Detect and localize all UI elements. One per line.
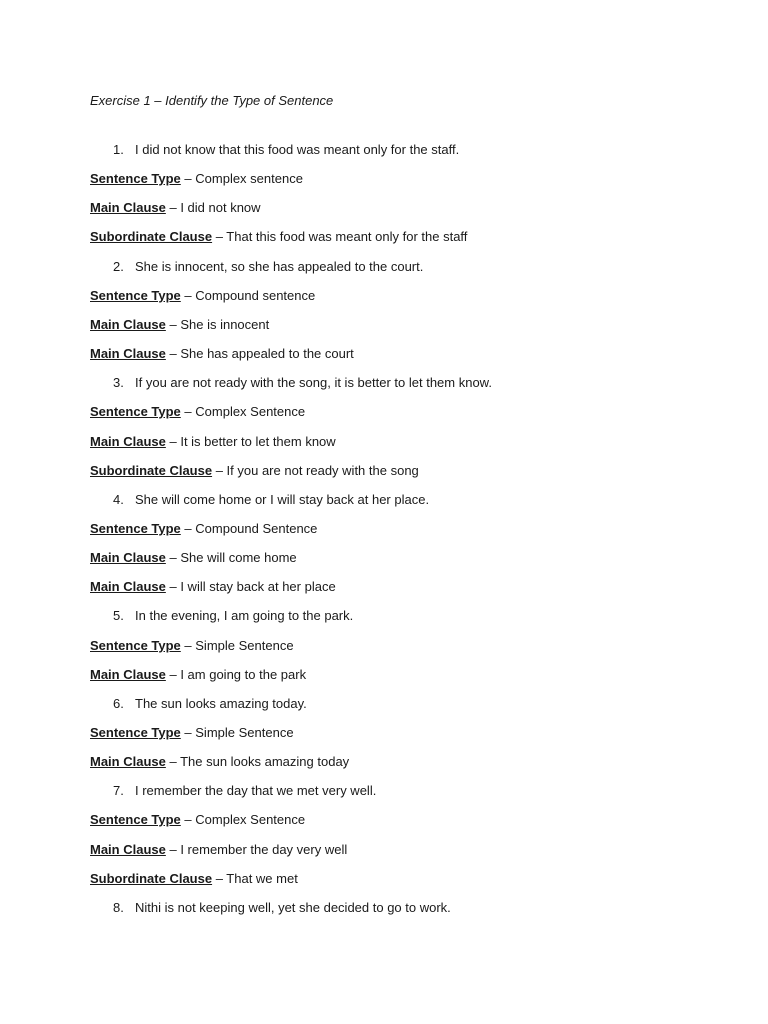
- answer-value: That this food was meant only for the staff: [226, 229, 468, 244]
- answer-separator: –: [180, 404, 196, 419]
- answer-label: Main Clause: [90, 579, 166, 594]
- answer-value: I remember the day very well: [180, 842, 348, 857]
- answer-separator: –: [165, 579, 181, 594]
- question-sentence: I remember the day that we met very well.: [135, 783, 377, 798]
- answer-label: Subordinate Clause: [90, 229, 213, 244]
- question-sentence: She will come home or I will stay back at her place.: [135, 492, 430, 507]
- answer-line: [90, 288, 315, 304]
- question-sentence: Nithi is not keeping well, yet she decided to go to work.: [135, 900, 451, 915]
- answer-separator: –: [165, 317, 181, 332]
- question-sentence: The sun looks amazing today.: [135, 696, 307, 711]
- answer-value: I will stay back at her place: [180, 579, 336, 594]
- answer-separator: –: [180, 521, 196, 536]
- answer-line: [90, 812, 305, 828]
- exercise-title: Exercise 1 – Identify the Type of Sentence: [90, 93, 334, 108]
- answer-value: The sun looks amazing today: [180, 754, 350, 769]
- answer-label: Sentence Type: [90, 404, 181, 419]
- question-sentence: She is innocent, so she has appealed to the court.: [135, 259, 424, 274]
- question-item: [113, 142, 459, 158]
- answer-label: Main Clause: [90, 346, 166, 361]
- answer-line: [90, 842, 347, 858]
- answer-value: Compound sentence: [195, 288, 316, 303]
- answer-line: [90, 404, 305, 420]
- answer-separator: –: [165, 842, 181, 857]
- answer-value: If you are not ready with the song: [226, 463, 419, 478]
- answer-separator: –: [165, 667, 181, 682]
- answer-label: Sentence Type: [90, 288, 181, 303]
- answer-value: Compound Sentence: [195, 521, 318, 536]
- answer-line: [90, 463, 419, 479]
- answer-label: Main Clause: [90, 317, 166, 332]
- answer-line: [90, 754, 349, 770]
- question-number: 5.: [113, 608, 124, 623]
- answer-separator: –: [212, 871, 227, 886]
- answer-line: [90, 229, 467, 245]
- answer-label: Main Clause: [90, 754, 166, 769]
- answer-label: Subordinate Clause: [90, 871, 213, 886]
- answer-separator: –: [180, 725, 196, 740]
- answer-label: Subordinate Clause: [90, 463, 213, 478]
- answer-separator: –: [165, 550, 181, 565]
- answer-line: [90, 171, 303, 187]
- answer-value: Complex Sentence: [195, 404, 306, 419]
- answer-line: [90, 521, 317, 537]
- answer-label: Sentence Type: [90, 521, 181, 536]
- answer-value: She will come home: [180, 550, 297, 565]
- question-item: [113, 492, 429, 508]
- answer-value: Simple Sentence: [195, 638, 294, 653]
- answer-separator: –: [212, 229, 227, 244]
- answer-value: She has appealed to the court: [180, 346, 354, 361]
- question-number: 7.: [113, 783, 124, 798]
- answer-line: [90, 346, 354, 362]
- question-sentence: If you are not ready with the song, it is better to let them know.: [135, 375, 492, 390]
- answer-separator: –: [165, 754, 181, 769]
- question-sentence: I did not know that this food was meant only for the staff.: [135, 142, 460, 157]
- question-item: [113, 696, 307, 712]
- answer-label: Main Clause: [90, 550, 166, 565]
- answer-separator: –: [180, 812, 196, 827]
- answer-line: [90, 725, 294, 741]
- answer-label: Main Clause: [90, 667, 166, 682]
- question-number: 2.: [113, 259, 124, 274]
- answer-separator: –: [180, 638, 196, 653]
- answer-line: [90, 550, 297, 566]
- question-item: [113, 900, 451, 916]
- answer-line: [90, 638, 294, 654]
- answer-value: Simple Sentence: [195, 725, 294, 740]
- question-item: [113, 608, 353, 624]
- answer-line: [90, 434, 336, 450]
- answer-separator: –: [212, 463, 227, 478]
- question-item: [113, 259, 423, 275]
- answer-separator: –: [165, 434, 181, 449]
- answer-value: That we met: [226, 871, 298, 886]
- question-item: [113, 375, 492, 391]
- answer-value: I am going to the park: [180, 667, 307, 682]
- question-number: 8.: [113, 900, 124, 915]
- answer-value: I did not know: [180, 200, 261, 215]
- answer-value: Complex Sentence: [195, 812, 306, 827]
- answer-separator: –: [165, 200, 181, 215]
- answer-line: [90, 579, 336, 595]
- question-number: 4.: [113, 492, 124, 507]
- question-number: 6.: [113, 696, 124, 711]
- answer-label: Sentence Type: [90, 171, 181, 186]
- answer-label: Sentence Type: [90, 725, 181, 740]
- answer-label: Main Clause: [90, 434, 166, 449]
- answer-value: Complex sentence: [195, 171, 303, 186]
- answer-value: She is innocent: [180, 317, 270, 332]
- answer-label: Sentence Type: [90, 638, 181, 653]
- answer-line: [90, 200, 261, 216]
- answer-label: Sentence Type: [90, 812, 181, 827]
- answer-label: Main Clause: [90, 842, 166, 857]
- answer-value: It is better to let them know: [180, 434, 336, 449]
- answer-line: [90, 317, 269, 333]
- answer-label: Main Clause: [90, 200, 166, 215]
- answer-separator: –: [165, 346, 181, 361]
- question-number: 1.: [113, 142, 124, 157]
- question-number: 3.: [113, 375, 124, 390]
- answer-line: [90, 871, 298, 887]
- answer-separator: –: [180, 288, 196, 303]
- answer-separator: –: [180, 171, 196, 186]
- question-sentence: In the evening, I am going to the park.: [135, 608, 354, 623]
- question-item: [113, 783, 376, 799]
- answer-line: [90, 667, 306, 683]
